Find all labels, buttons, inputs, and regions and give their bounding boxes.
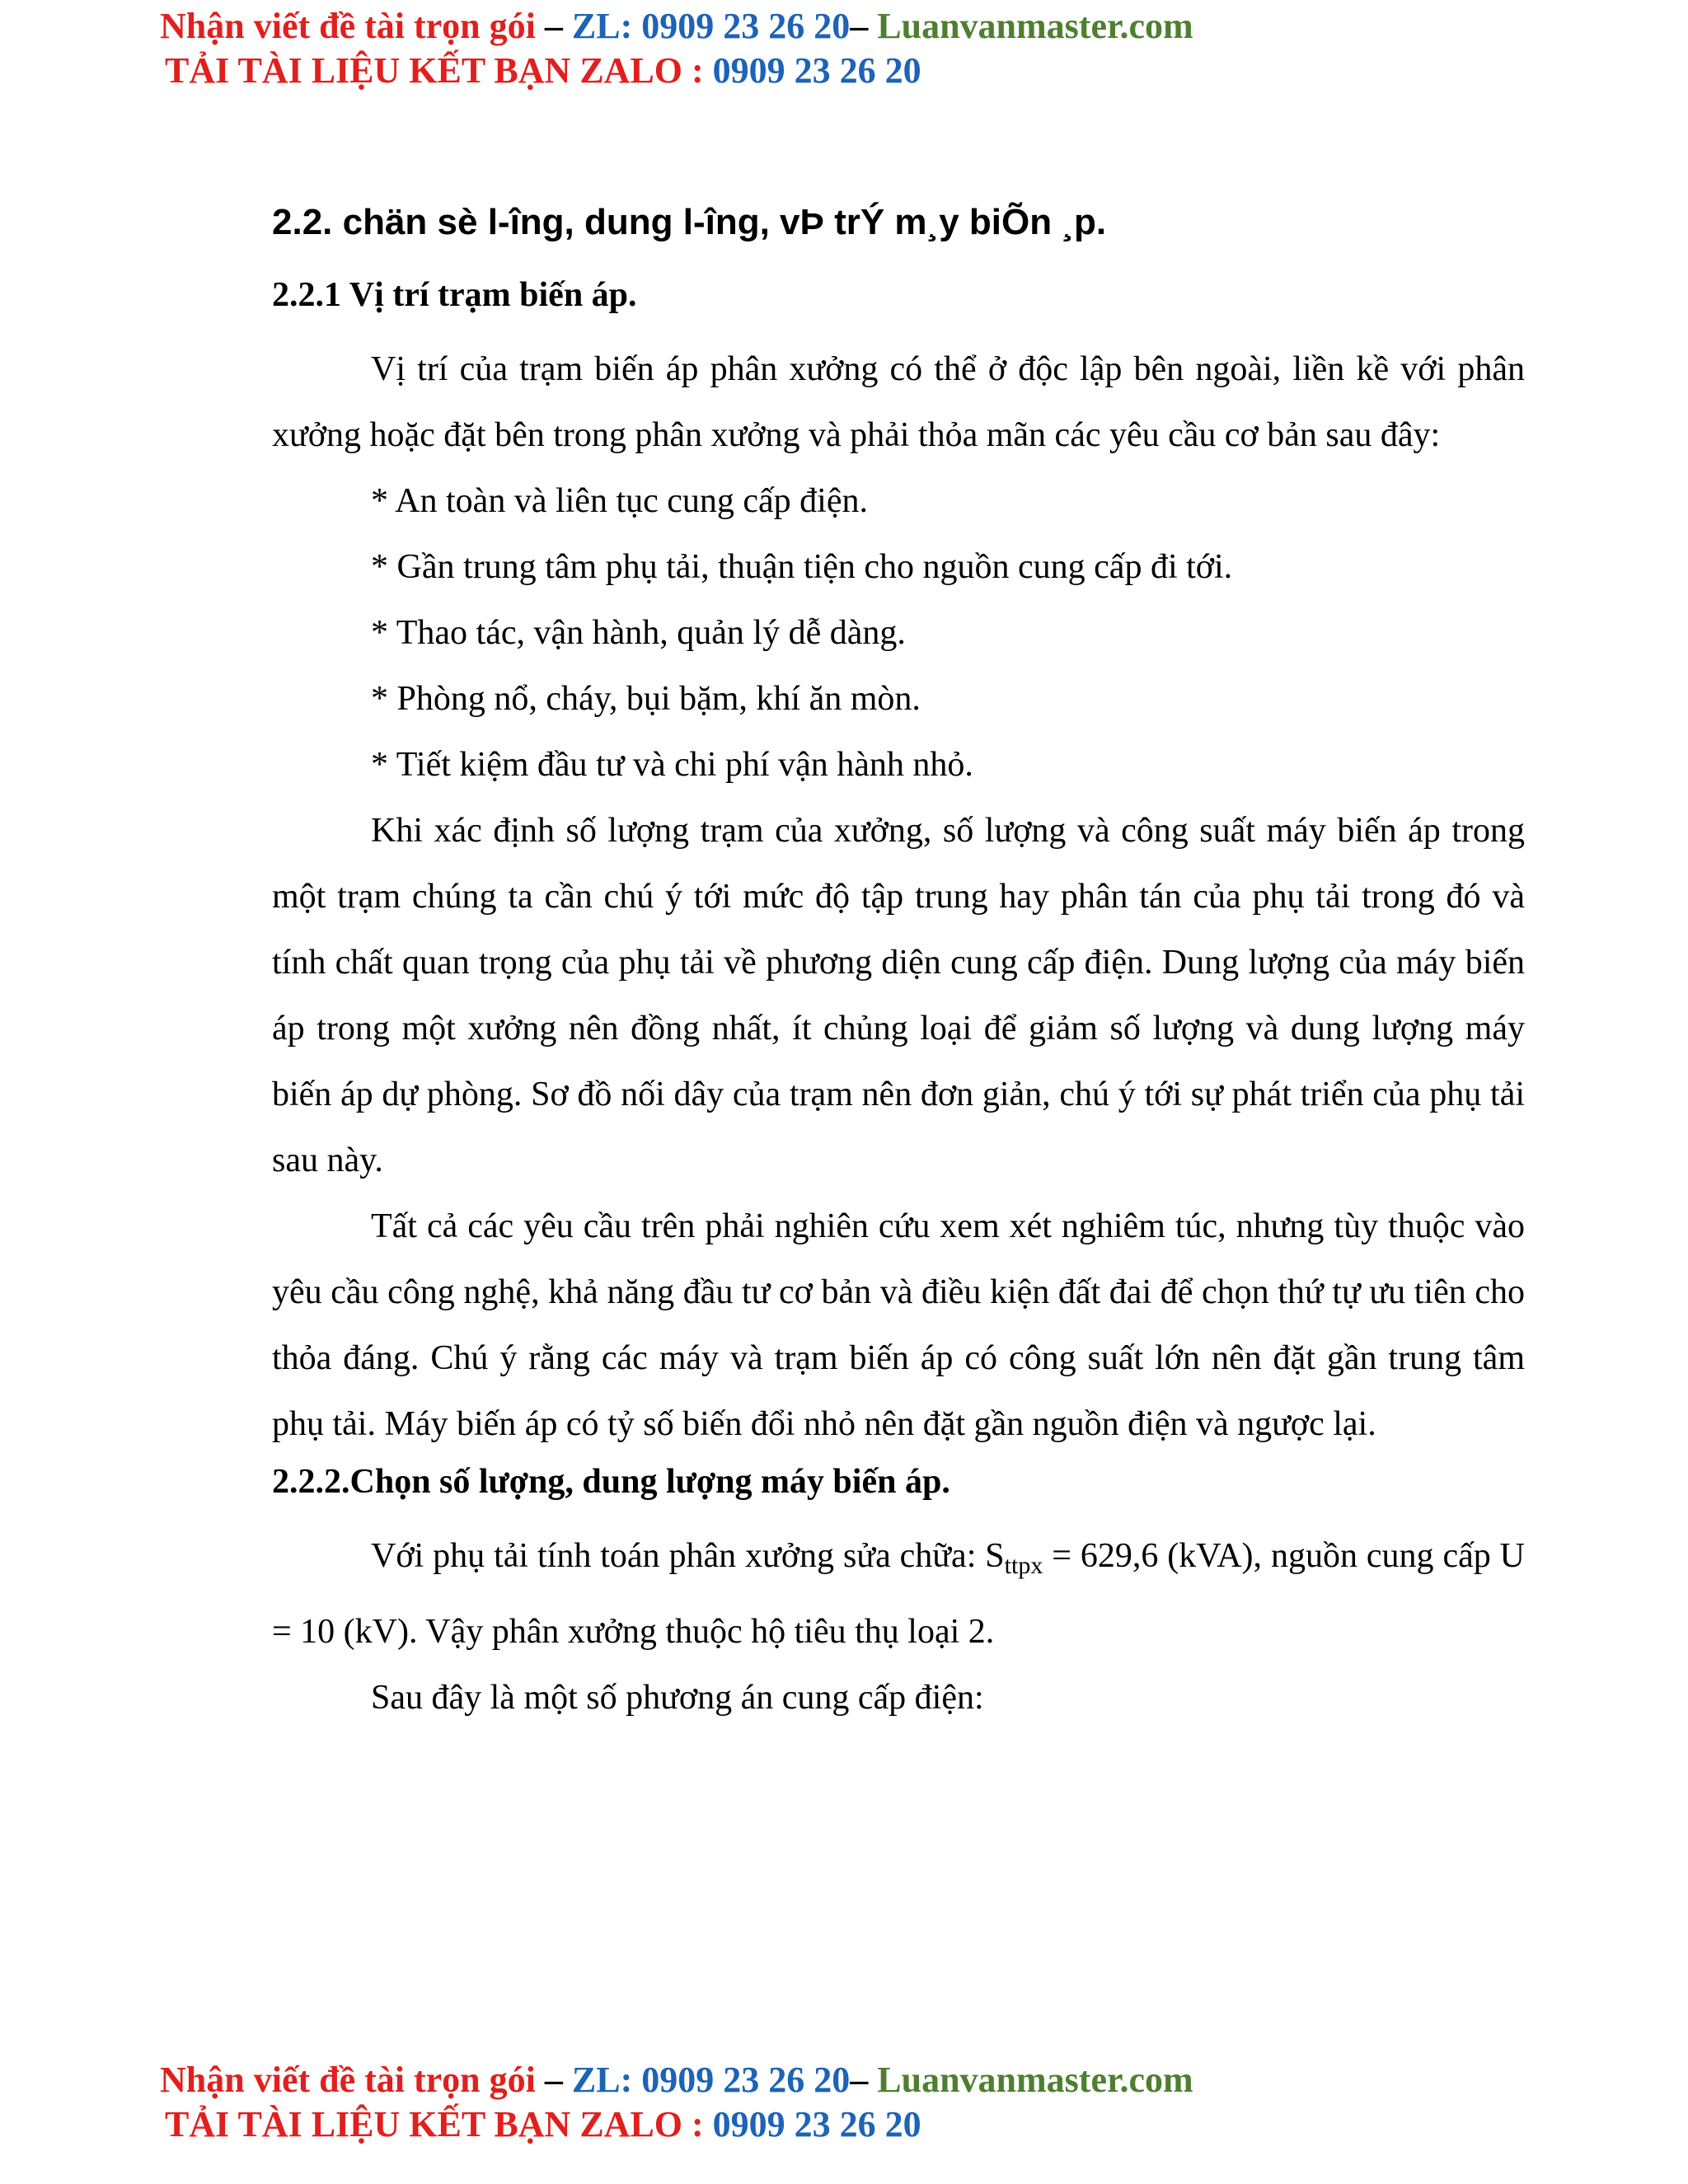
banner-download-text: TẢI TÀI LIỆU KẾT BẠN ZALO : xyxy=(165,2104,704,2144)
load-text-after: = 629,6 (kVA), nguồn cung cấp U = 10 (kV). Vậy phân xưởng thuộc hộ tiêu thụ loại 2. xyxy=(272,1537,1525,1651)
paragraph-priority: Tất cả các yêu cầu trên phải nghiên cứu xem xét nghiêm túc, nhưng tùy thuộc vào yêu cầu công nghệ, khả năng đầu tư cơ bản và điều kiện đất đai để chọn thứ tự ưu tiên cho thỏa đáng. Chú ý rằng các máy và trạm biến áp có công suất lớn nên đặt gần trung tâm phụ tải. Máy biến áp có tỷ số biến đổi nhỏ nên đặt gần nguồn điện và ngược lại. xyxy=(272,1207,1525,1443)
banner-download-text: TẢI TÀI LIỆU KẾT BẠN ZALO : xyxy=(165,50,704,91)
requirements-list xyxy=(272,468,1525,798)
document-body xyxy=(272,204,1525,1731)
banner-service-text: Nhận viết đề tài trọn gói xyxy=(160,2060,536,2100)
banner-dash: – xyxy=(535,2060,572,2100)
header-watermark-banner xyxy=(0,8,1688,91)
requirement-item: * An toàn và liên tục cung cấp điện. xyxy=(371,482,868,520)
load-text-before: Với phụ tải tính toán phân xưởng sửa chữa: S xyxy=(371,1537,1005,1575)
requirement-item: * Gần trung tâm phụ tải, thuận tiện cho nguồn cung cấp đi tới. xyxy=(371,548,1233,586)
banner-dash: – xyxy=(850,2060,878,2100)
banner-line-2 xyxy=(165,50,921,91)
banner-website: Luanvanmaster.com xyxy=(877,2060,1193,2100)
paragraph-load xyxy=(272,1523,1525,1665)
banner-dash: – xyxy=(535,6,572,46)
banner-zalo-phone: 0909 23 26 20 xyxy=(703,2104,921,2144)
banner-service-text: Nhận viết đề tài trọn gói xyxy=(160,6,536,46)
paragraph-options: Sau đây là một số phương án cung cấp điện: xyxy=(371,1679,984,1717)
banner-dash: – xyxy=(850,6,878,46)
requirement-item: * Tiết kiệm đầu tư và chi phí vận hành nhỏ. xyxy=(371,746,973,784)
banner-line-1 xyxy=(160,8,1193,45)
banner-zalo-phone: ZL: 0909 23 26 20 xyxy=(571,2060,851,2100)
subsection-heading-2-2-2: 2.2.2.Chọn số lượng, dung lượng máy biến áp. xyxy=(272,1463,950,1501)
requirement-item: * Thao tác, vận hành, quản lý dễ dàng. xyxy=(371,614,906,652)
banner-line-1 xyxy=(160,2062,1193,2098)
subsection-heading-2-2-1: 2.2.1 Vị trí trạm biến áp. xyxy=(272,276,637,314)
banner-website: Luanvanmaster.com xyxy=(877,6,1193,46)
footer-watermark-banner xyxy=(0,2062,1688,2144)
load-subscript: ttpx xyxy=(1004,1552,1043,1579)
paragraph-location: Vị trí của trạm biến áp phân xưởng có thể ở độc lập bên ngoài, liền kề với phân xưởng hoặc đặt bên trong phân xưởng và phải thỏa mãn các yêu cầu cơ bản sau đây: xyxy=(272,350,1525,454)
banner-zalo-phone: ZL: 0909 23 26 20 xyxy=(571,6,851,46)
banner-zalo-phone: 0909 23 26 20 xyxy=(703,50,921,91)
requirement-item: * Phòng nổ, cháy, bụi bặm, khí ăn mòn. xyxy=(371,680,921,718)
banner-line-2 xyxy=(165,2104,921,2144)
section-heading-2-2: 2.2. chän sè l-îng, dung l-îng, vÞ trÝ m¸y biÕn ¸p. xyxy=(272,202,1107,242)
paragraph-quantity: Khi xác định số lượng trạm của xưởng, số lượng và công suất máy biến áp trong một trạm chúng ta cần chú ý tới mức độ tập trung hay phân tán của phụ tải trong đó và tính chất quan trọng của phụ tải về phương diện cung cấp điện. Dung lượng của máy biến áp trong một xưởng nên đồng nhất, ít chủng loại để giảm số lượng và dung lượng máy biến áp dự phòng. Sơ đồ nối dây của trạm nên đơn giản, chú ý tới sự phát triển của phụ tải sau này. xyxy=(272,812,1525,1179)
